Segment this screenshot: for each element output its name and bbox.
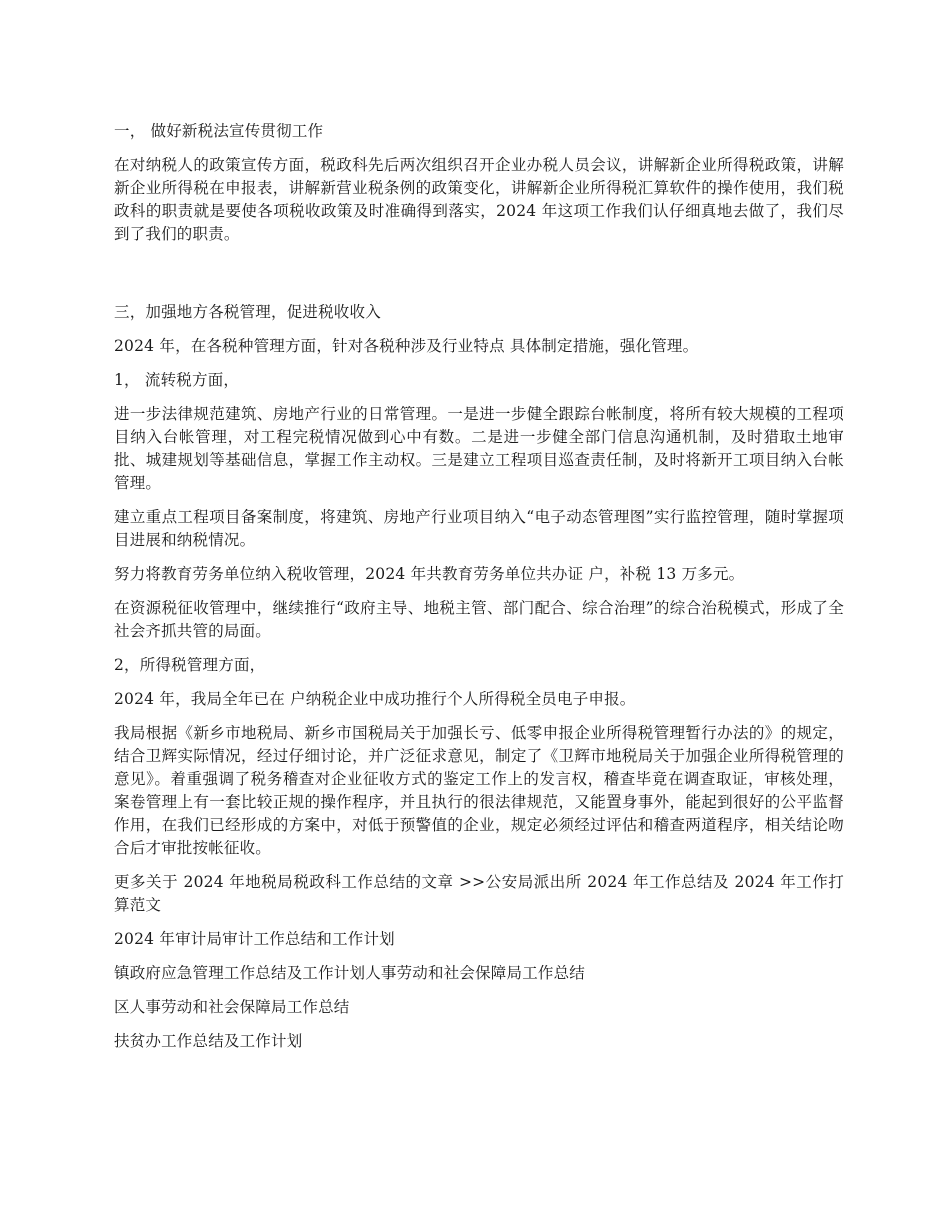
subsection-heading-turnover-tax: 1， 流转税方面，	[114, 371, 240, 389]
related-article-link[interactable]: 扶贫办工作总结及工作计划	[114, 1032, 303, 1050]
related-article-link[interactable]: 镇政府应急管理工作总结及工作计划人事劳动和社会保障局工作总结	[114, 964, 586, 982]
section1-paragraph: 在对纳税人的政策宣传方面，税政科先后两次组织召开企业办税人员会议，讲解新企业所得税政策，讲解新企业所得税在申报表，讲解新营业税条例的政策变化，讲解新企业所得税汇算软件的操作使用，我们税政科的职责就是要使各项税收政策及时准确得到落实，2024 年这项工作我们认仔细真地去做了，我们尽到了我们的职责。	[114, 156, 844, 243]
section3-paragraph: 我局根据《新乡市地税局、新乡市国税局关于加强长亏、低零申报企业所得税管理暂行办法的》的规定，结合卫辉实际情况，经过仔细讨论，并广泛征求意见，制定了《卫辉市地税局关于加强企业所得税管理的意见》。着重强调了税务稽查对企业征收方式的鉴定工作上的发言权，稽查毕竟在调查取证，审核处理，案卷管理上有一套比较正规的操作程序，并且执行的很法律规范，又能置身事外，能起到很好的公平监督作用，在我们已经形成的方案中，对低于预警值的企业，规定必须经过评估和稽查两道程序，相关结论吻合后才审批按帐征收。	[114, 724, 844, 857]
section3-paragraph: 在资源税征收管理中，继续推行“政府主导、地税主管、部门配合、综合治理”的综合治税模式，形成了全社会齐抓共管的局面。	[114, 599, 844, 640]
section3-paragraph: 建立重点工程项目备案制度，将建筑、房地产行业项目纳入“电子动态管理图”实行监控管理，随时掌握项目进展和纳税情况。	[114, 508, 844, 549]
section-spacer	[114, 257, 844, 301]
related-article-link[interactable]: 区人事劳动和社会保障局工作总结	[114, 998, 350, 1016]
document-page	[114, 120, 844, 1064]
section3-paragraph: 努力将教育劳务单位纳入税收管理，2024 年共教育劳务单位共办证 户，补税 13 万多元。	[114, 565, 745, 583]
section3-heading: 三，加强地方各税管理，促进税收收入	[114, 303, 381, 321]
section3-paragraph: 2024 年，在各税种管理方面，针对各税种涉及行业特点 具体制定措施，强化管理。	[114, 337, 699, 355]
section1-heading: 一， 做好新税法宣传贯彻工作	[114, 122, 324, 140]
related-article-link[interactable]: 更多关于 2024 年地税局税政科工作总结的文章 >>公安局派出所 2024 年工作总结及 2024 年工作打算范文	[114, 873, 844, 914]
related-article-link[interactable]: 2024 年审计局审计工作总结和工作计划	[114, 930, 395, 948]
section3-paragraph: 进一步法律规范建筑、房地产行业的日常管理。一是进一步健全跟踪台帐制度，将所有较大规模的工程项目纳入台帐管理，对工程完税情况做到心中有数。二是进一步健全部门信息沟通机制，及时猎取土地审批、城建规划等基础信息，掌握工作主动权。三是建立工程项目巡查责任制，及时将新开工项目纳入台帐管理。	[114, 405, 844, 492]
subsection-heading-income-tax: 2，所得税管理方面，	[114, 656, 266, 674]
section3-paragraph: 2024 年，我局全年已在 户纳税企业中成功推行个人所得税全员电子申报。	[114, 690, 636, 708]
